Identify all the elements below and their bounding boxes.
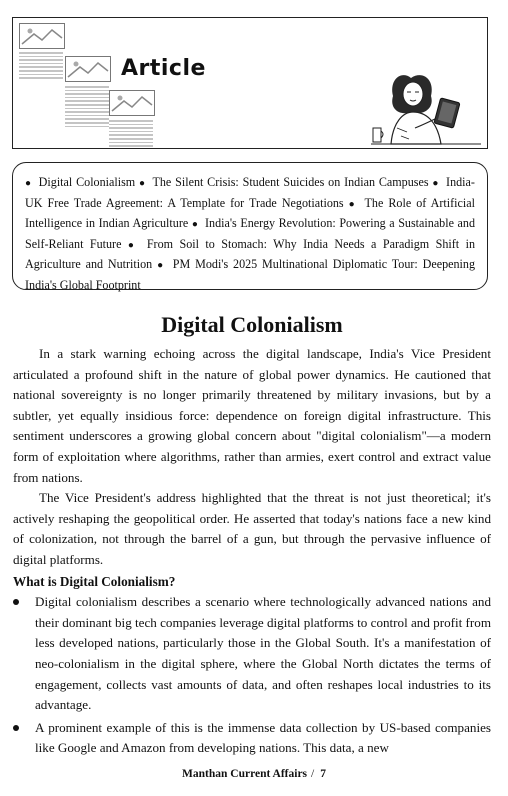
bullet-list: [13, 592, 491, 759]
article-banner: [12, 17, 488, 149]
footer-separator: /: [311, 768, 315, 780]
bullet-icon: ●: [127, 239, 138, 251]
topic-item[interactable]: ● PM Modi's 2025 Multinational Diplomatic Tour: Deepening India's Global Footprint: [25, 257, 475, 292]
publication-name: Manthan Current Affairs: [182, 768, 308, 780]
topics-box: [12, 162, 488, 290]
bullet-icon: ●: [191, 219, 199, 230]
topic-item[interactable]: ● From Soil to Stomach: Why India Needs a Paradigm Shift in Agriculture and Nutrition: [25, 236, 476, 271]
text-lines-decoration: [109, 120, 153, 149]
topic-item[interactable]: ● The Role of Artificial Intelligence in Indian Agriculture: [25, 195, 475, 230]
bullet-icon: ●: [25, 178, 32, 189]
section-heading: What is Digital Colonialism?: [13, 573, 176, 589]
paragraph: The Vice President's address highlighted that the threat is not just theoretical; it's actively reshaping the geopolitical order. He asserted that today's nations face a new kind of colonization, not through the barrel of a gun, but through the pervasive influence of digital platforms.: [13, 490, 491, 567]
topic-item[interactable]: ● India-UK Free Trade Agreement: A Template for Trade Negotiations: [25, 175, 475, 210]
page-number: 7: [320, 768, 326, 780]
text-lines-decoration: [19, 52, 63, 81]
bullet-icon: [13, 725, 19, 731]
text-lines-decoration: [65, 86, 109, 129]
article-title: Digital Colonialism: [161, 312, 343, 337]
banner-title: Article: [121, 56, 206, 81]
list-item: A prominent example of this is the immense data collection by US-based companies like Google and Amazon from developing nations. This data, a new: [13, 718, 491, 759]
topic-item[interactable]: ● Digital Colonialism: [25, 175, 136, 189]
bullet-icon: ●: [348, 198, 357, 210]
topic-item[interactable]: ● The Silent Crisis: Student Suicides on Indian Campuses: [139, 175, 429, 189]
list-item: Digital colonialism describes a scenario where technologically advanced nations and their dominant big tech companies leverage digital platforms to control and profit from less developed nations, particularly those in the Global South. It's a manifestation of neo-colonialism in the digital sphere, where the Global North dictates the terms of engagement, collects vast amounts of data, and often reshapes local industries to its advantage.: [13, 592, 491, 716]
article-body: [13, 310, 491, 761]
paragraph: In a stark warning echoing across the digital landscape, India's Vice President articulated a profound shift in the nature of global power dynamics. He cautioned that national sovereignty is no longer primarily threatened by military invasions, but by a subtler, yet equally insidious force: dependence on foreign digital infrastructure. This sentiment underscores a growing global concern about "digital colonialism"—a modern form of exploitation where algorithms, rather than armies, exert control and extract value from nations.: [13, 346, 491, 485]
bullet-icon: ●: [139, 178, 146, 189]
bullet-icon: [13, 599, 19, 605]
topic-item[interactable]: ● India's Energy Revolution: Powering a Sustainable and Self-Reliant Future: [25, 216, 476, 251]
topics-list: [25, 173, 475, 295]
image-placeholder-icon: [65, 56, 111, 82]
bullet-icon: ●: [432, 178, 440, 189]
image-placeholder-icon: [19, 23, 65, 49]
bullet-icon: ●: [157, 260, 165, 271]
reading-woman-illustration: [371, 66, 481, 146]
page-footer: [0, 768, 508, 780]
image-placeholder-icon: [109, 90, 155, 116]
